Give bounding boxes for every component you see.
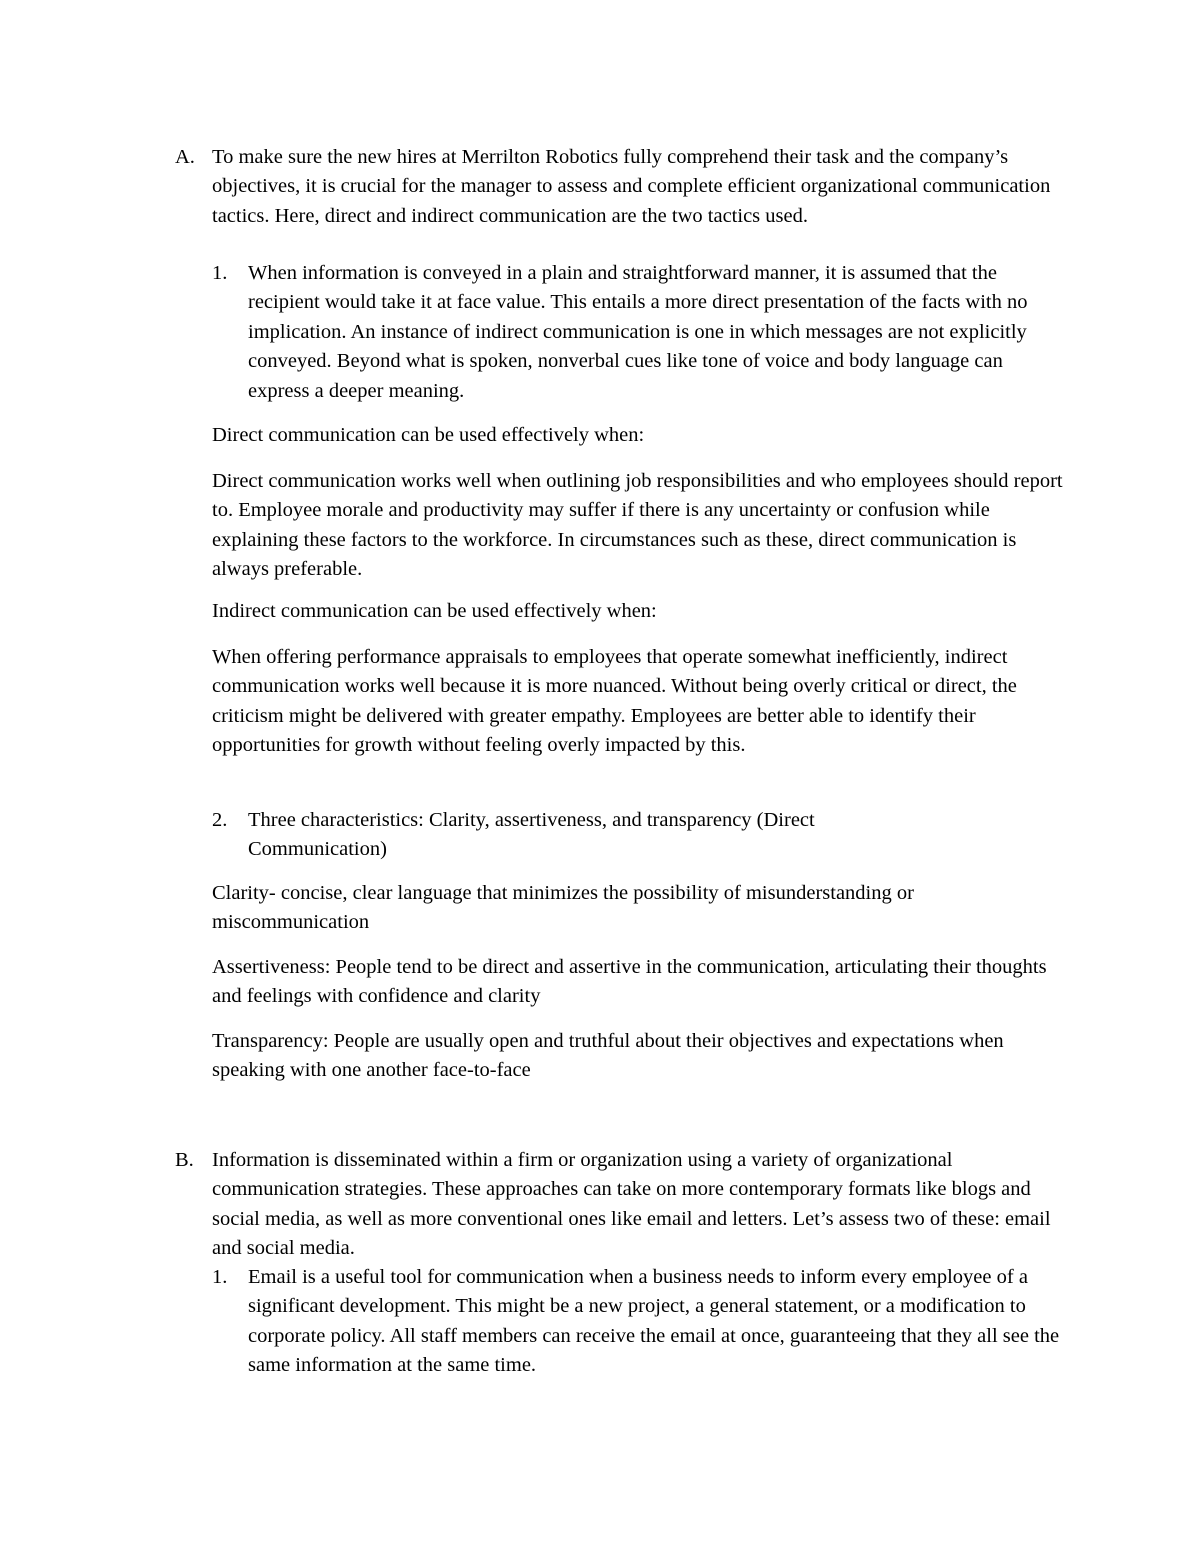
indirect-paragraph: When offering performance appraisals to employees that operate somewhat inefficiently, indirect communication works well because it is more nuanced. Without being overly critical or direct, the criticism might be delivered with greater empathy. Employees are better able to identify their opportunities for growth without feeling overly impacted by this. (212, 646, 1017, 757)
section-a-item-2-text: Three characteristics: Clarity, assertiveness, and transparency (Direct Communication) (248, 809, 815, 861)
section-b-intro: Information is disseminated within a firm or organization using a variety of organizational communication strategies. These approaches can take on more contemporary formats like blogs and social media, as well as more conventional ones like email and letters. Let’s assess two of these: email and social media. (212, 1149, 1051, 1260)
section-a-item-1-marker: 1. (212, 262, 228, 284)
direct-paragraph: Direct communication works well when outlining job responsibilities and who employees should report to. Employee morale and productivity may suffer if there is any uncertainty or confusion while explaining these factors to the workforce. In circumstances such as these, direct communication is always preferable. (212, 470, 1063, 581)
section-a-item-1-text: When information is conveyed in a plain and straightforward manner, it is assumed that the recipient would take it at face value. This entails a more direct presentation of the facts with no implication. An instance of indirect communication is one in which messages are not explicitly conveyed. Beyond what is spoken, nonverbal cues like tone of voice and body language can express a deeper meaning. (248, 262, 1028, 402)
clarity-paragraph: Clarity- concise, clear language that minimizes the possibility of misunderstanding or miscommunication (212, 882, 914, 934)
section-a-marker: A. (175, 146, 195, 168)
section-a-intro: To make sure the new hires at Merrilton Robotics fully comprehend their task and the company’s objectives, it is crucial for the manager to assess and complete efficient organizational communication tactics. Here, direct and indirect communication are the two tactics used. (212, 146, 1051, 227)
section-b-marker: B. (175, 1149, 194, 1171)
indirect-heading: Indirect communication can be used effectively when: (212, 600, 657, 622)
section-b-item-1-marker: 1. (212, 1266, 228, 1288)
transparency-paragraph: Transparency: People are usually open and truthful about their objectives and expectations when speaking with one another face-to-face (212, 1030, 1004, 1082)
section-a-item-2-marker: 2. (212, 809, 228, 831)
direct-heading: Direct communication can be used effectively when: (212, 424, 645, 446)
assertiveness-paragraph: Assertiveness: People tend to be direct and assertive in the communication, articulating their thoughts and feelings with confidence and clarity (212, 956, 1047, 1008)
section-b-item-1-text: Email is a useful tool for communication when a business needs to inform every employee of a significant development. This might be a new project, a general statement, or a modification to corporate policy. All staff members can receive the email at once, guaranteeing that they all see the same information at the same time. (248, 1266, 1060, 1377)
